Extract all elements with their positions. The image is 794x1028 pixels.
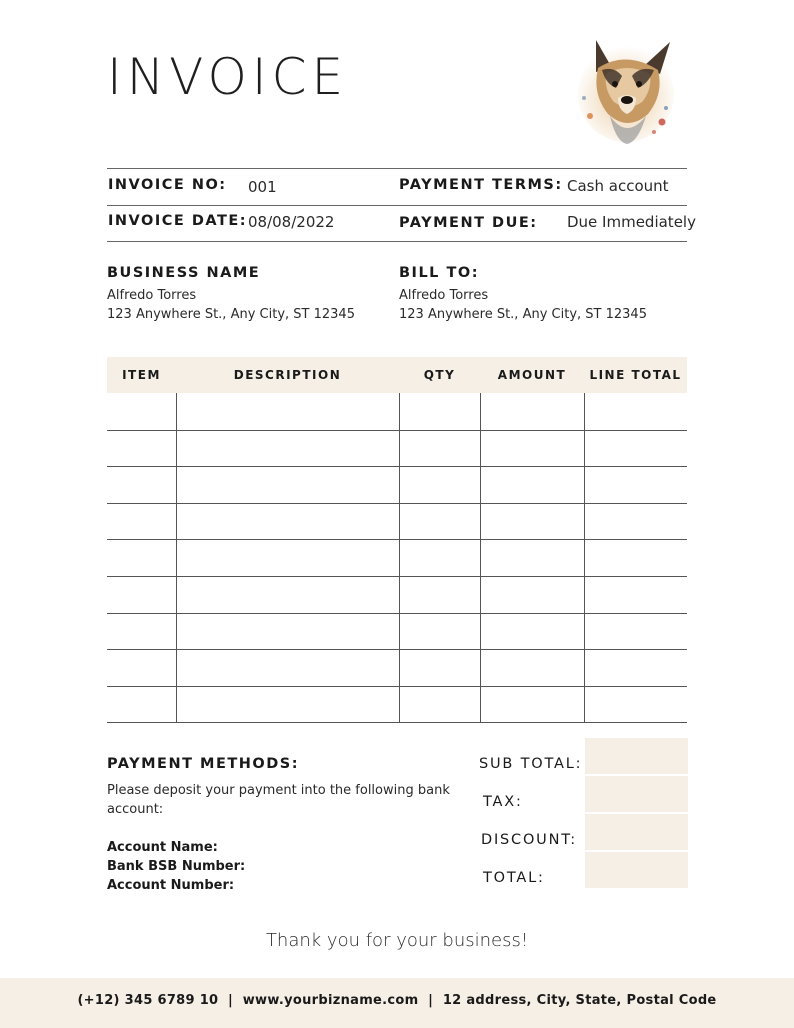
table-cell: [480, 686, 584, 723]
table-cell: [584, 466, 687, 503]
payment-instructions-line1: Please deposit your payment into the following bank: [107, 783, 450, 798]
table-cell: [107, 503, 176, 540]
bank-bsb-label: Bank BSB Number:: [107, 859, 246, 874]
table-cell: [399, 393, 480, 430]
divider: [107, 168, 687, 169]
table-cell: [176, 576, 399, 613]
table-cell: [107, 466, 176, 503]
table-cell: [176, 393, 399, 430]
table-cell: [399, 430, 480, 467]
bill-to-address: 123 Anywhere St., Any City, ST 12345: [399, 307, 647, 322]
table-cell: [399, 613, 480, 650]
payment-due-label: PAYMENT DUE:: [399, 215, 538, 231]
subtotal-value: [585, 738, 688, 774]
table-cell: [480, 466, 584, 503]
account-number-label: Account Number:: [107, 878, 235, 893]
table-cell: [107, 539, 176, 576]
table-cell: [584, 539, 687, 576]
table-cell: [584, 503, 687, 540]
table-cell: [176, 686, 399, 723]
table-cell: [480, 393, 584, 430]
table-cell: [399, 466, 480, 503]
table-cell: [480, 649, 584, 686]
table-cell: [399, 576, 480, 613]
bill-to-label: BILL TO:: [399, 265, 479, 281]
business-address: 123 Anywhere St., Any City, ST 12345: [107, 307, 355, 322]
table-cell: [176, 503, 399, 540]
payment-due-value: Due Immediately: [567, 213, 696, 231]
table-cell: [107, 686, 176, 723]
discount-label: DISCOUNT:: [481, 832, 577, 848]
table-cell: [480, 576, 584, 613]
invoice-table-body: [107, 393, 687, 723]
table-cell: [399, 539, 480, 576]
invoice-date-label: INVOICE DATE:: [108, 213, 248, 229]
table-cell: [107, 393, 176, 430]
business-name-label: BUSINESS NAME: [107, 265, 261, 281]
table-cell: [107, 649, 176, 686]
invoice-date-value: 08/08/2022: [248, 213, 335, 231]
column-header-amount: AMOUNT: [497, 368, 567, 382]
table-header: [107, 357, 687, 393]
table-cell: [480, 539, 584, 576]
invoice-no-label: INVOICE NO:: [108, 177, 227, 193]
subtotal-label: SUB TOTAL:: [479, 756, 583, 772]
table-cell: [176, 613, 399, 650]
business-name: Alfredo Torres: [107, 288, 197, 303]
tax-label: TAX:: [483, 794, 523, 810]
thank-you-message: Thank you for your business!: [265, 930, 529, 951]
table-cell: [584, 686, 687, 723]
table-cell: [584, 576, 687, 613]
table-cell: [176, 539, 399, 576]
invoice-no-value: 001: [248, 178, 277, 196]
table-cell: [584, 430, 687, 467]
payment-terms-label: PAYMENT TERMS:: [399, 177, 563, 193]
account-name-label: Account Name:: [107, 840, 218, 855]
payment-methods-label: PAYMENT METHODS:: [107, 756, 300, 772]
column-header-description: DESCRIPTION: [233, 368, 342, 382]
table-cell: [399, 649, 480, 686]
tax-value: [585, 776, 688, 812]
table-cell: [584, 649, 687, 686]
table-cell: [584, 613, 687, 650]
discount-value: [585, 814, 688, 850]
divider: [107, 205, 687, 206]
table-cell: [176, 430, 399, 467]
table-cell: [480, 503, 584, 540]
total-value: [585, 852, 688, 888]
column-header-qty: QTY: [423, 368, 456, 382]
footer-contact: (+12) 345 6789 10 | www.yourbizname.com | 12 address, City, State, Postal Code: [0, 978, 794, 1028]
table-cell: [176, 466, 399, 503]
divider: [107, 241, 687, 242]
page-title: INVOICE: [107, 48, 349, 106]
column-header-line-total: LINE TOTAL: [589, 368, 682, 382]
dog-watercolor-icon: [566, 28, 684, 146]
table-cell: [107, 430, 176, 467]
total-label: TOTAL:: [483, 870, 545, 886]
payment-instructions-line2: account:: [107, 802, 164, 817]
table-cell: [107, 613, 176, 650]
column-header-item: ITEM: [122, 368, 161, 382]
table-cell: [584, 393, 687, 430]
table-cell: [399, 503, 480, 540]
table-cell: [107, 576, 176, 613]
bill-to-name: Alfredo Torres: [399, 288, 489, 303]
table-cell: [480, 613, 584, 650]
table-cell: [480, 430, 584, 467]
payment-terms-value: Cash account: [567, 177, 669, 195]
table-cell: [399, 686, 480, 723]
table-cell: [176, 649, 399, 686]
